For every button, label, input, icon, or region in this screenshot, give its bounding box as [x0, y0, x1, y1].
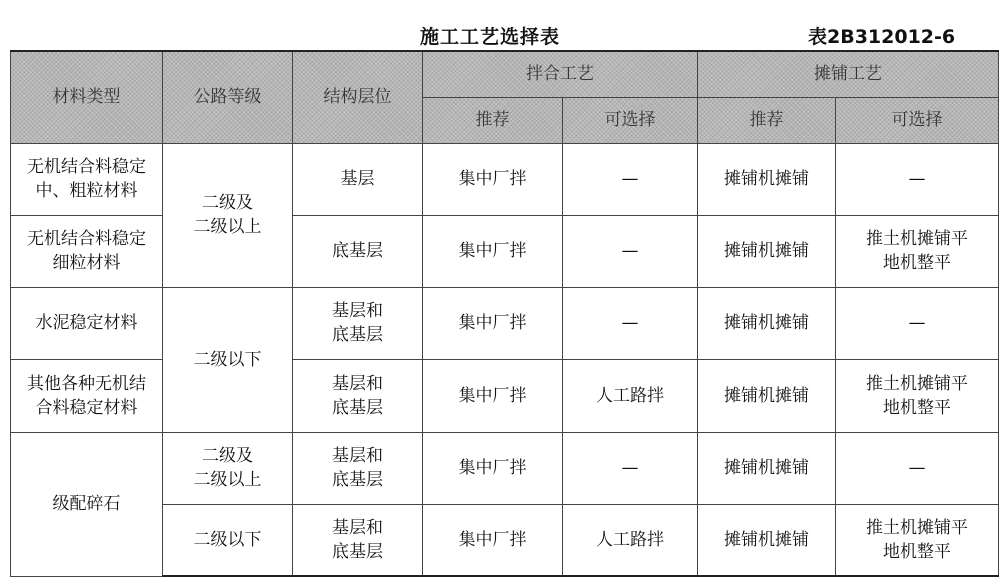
layer-cell: 底基层: [293, 215, 423, 287]
header-road-grade: 公路等级: [163, 51, 293, 143]
header-paving-recommended: 推荐: [698, 97, 836, 143]
table-title: 施工工艺选择表: [420, 26, 561, 48]
layer-cell: 基层和 底基层: [293, 432, 423, 504]
header-paving-process: 摊铺工艺: [698, 51, 999, 97]
header-mixing-recommended: 推荐: [423, 97, 563, 143]
material-cell: 无机结合料稳定 细粒材料: [11, 215, 163, 287]
mixing-optional-cell: —: [563, 215, 698, 287]
table-row: [11, 359, 999, 432]
header-mixing-optional: 可选择: [563, 97, 698, 143]
header-mixing-process: 拌合工艺: [423, 51, 698, 97]
road-grade-cell: 二级及 二级以上: [163, 432, 293, 504]
mixing-optional-cell: 人工路拌: [563, 359, 698, 432]
paving-optional-cell: 推土机摊铺平 地机整平: [836, 215, 999, 287]
table-row: [11, 287, 999, 359]
paving-optional-cell: 推土机摊铺平 地机整平: [836, 359, 999, 432]
mixing-optional-cell: —: [563, 432, 698, 504]
road-grade-cell: 二级以下: [163, 287, 293, 432]
material-cell: 无机结合料稳定 中、粗粒材料: [11, 143, 163, 215]
header-structure-layer: 结构层位: [293, 51, 423, 143]
mixing-recommended-cell: 集中厂拌: [423, 143, 563, 215]
table-number: 表2B312012-6: [808, 26, 956, 48]
header-paving-optional: 可选择: [836, 97, 999, 143]
road-grade-cell: 二级以下: [163, 504, 293, 576]
material-cell: 其他各种无机结 合料稳定材料: [11, 359, 163, 432]
layer-cell: 基层: [293, 143, 423, 215]
paving-optional-cell: —: [836, 143, 999, 215]
paving-recommended-cell: 摊铺机摊铺: [698, 359, 836, 432]
paving-optional-cell: —: [836, 432, 999, 504]
paving-recommended-cell: 摊铺机摊铺: [698, 143, 836, 215]
paving-recommended-cell: 摊铺机摊铺: [698, 287, 836, 359]
header-material-type: 材料类型: [11, 51, 163, 143]
road-grade-cell: 二级及 二级以上: [163, 143, 293, 287]
layer-cell: 基层和 底基层: [293, 359, 423, 432]
table-row: [11, 215, 999, 287]
material-cell: 级配碎石: [11, 432, 163, 576]
mixing-recommended-cell: 集中厂拌: [423, 504, 563, 576]
paving-optional-cell: 推土机摊铺平 地机整平: [836, 504, 999, 576]
mixing-optional-cell: 人工路拌: [563, 504, 698, 576]
layer-cell: 基层和 底基层: [293, 504, 423, 576]
mixing-optional-cell: —: [563, 287, 698, 359]
mixing-recommended-cell: 集中厂拌: [423, 287, 563, 359]
paving-recommended-cell: 摊铺机摊铺: [698, 432, 836, 504]
mixing-recommended-cell: 集中厂拌: [423, 215, 563, 287]
paving-optional-cell: —: [836, 287, 999, 359]
mixing-recommended-cell: 集中厂拌: [423, 359, 563, 432]
table-row: [11, 432, 999, 504]
paving-recommended-cell: 摊铺机摊铺: [698, 215, 836, 287]
table-row: [11, 143, 999, 215]
mixing-optional-cell: —: [563, 143, 698, 215]
construction-process-table: [10, 50, 999, 577]
layer-cell: 基层和 底基层: [293, 287, 423, 359]
paving-recommended-cell: 摊铺机摊铺: [698, 504, 836, 576]
material-cell: 水泥稳定材料: [11, 287, 163, 359]
mixing-recommended-cell: 集中厂拌: [423, 432, 563, 504]
